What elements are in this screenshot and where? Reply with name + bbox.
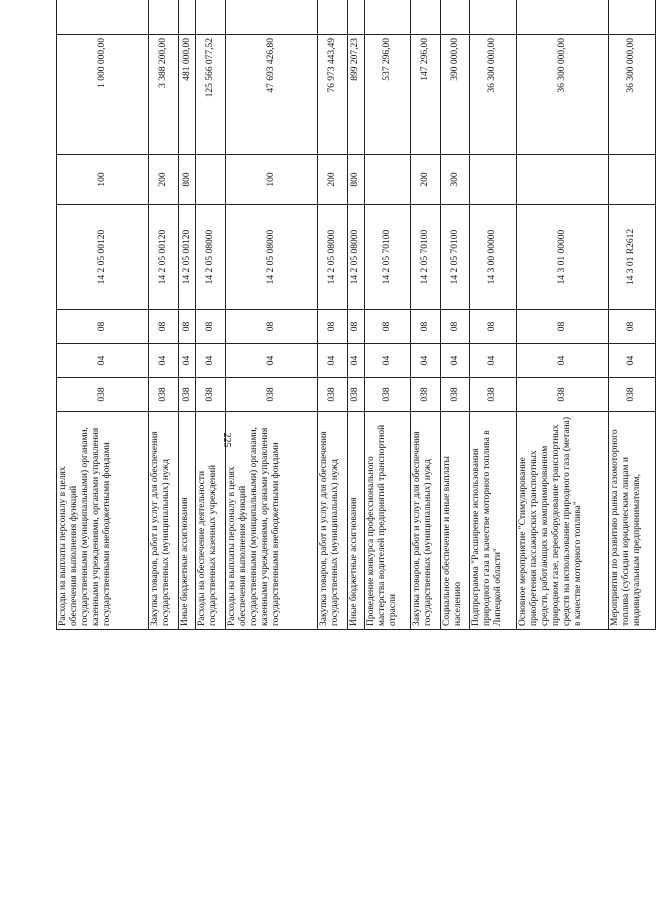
target-article: 14 2 05 00120 — [57, 205, 149, 310]
amount-year-2 — [440, 0, 470, 35]
amount-year-2 — [318, 0, 348, 35]
expense-type — [608, 155, 655, 205]
expense-type: 800 — [347, 155, 365, 205]
row-name: Основное мероприятие "Стимулирование приобретения пассажирских транспортных средств, работающих на компримированном природном газе, переоборудование транспортных средств на использование природного газа (метана) в качестве моторного топлива" — [516, 412, 608, 630]
row-name: Расходы на выплаты персоналу в целях обеспечения выполнения функций государственными (муниципальными) органами, казенными учреждениями, органами управления государственными внебюджетными фондами — [225, 412, 317, 630]
ministry-code: 038 — [440, 378, 470, 412]
target-article: 14 3 00 00000 — [470, 205, 516, 310]
row-name: Социальное обеспечение и иные выплаты населению — [440, 412, 470, 630]
subsection-code: 08 — [347, 310, 365, 344]
amount-year-2 — [411, 0, 441, 35]
table-row — [178, 0, 196, 630]
ministry-code: 038 — [608, 378, 655, 412]
ministry-code: 038 — [196, 378, 226, 412]
amount-year-1: 147 296,00 — [411, 35, 441, 155]
subsection-code: 08 — [411, 310, 441, 344]
budget-table — [56, 0, 656, 630]
amount-year-2 — [196, 0, 226, 35]
expense-type: 100 — [225, 155, 317, 205]
ministry-code: 038 — [149, 378, 179, 412]
amount-year-2 — [149, 0, 179, 35]
expense-type: 100 — [57, 155, 149, 205]
table-row — [440, 0, 470, 630]
section-code: 04 — [365, 344, 411, 378]
ministry-code: 038 — [365, 378, 411, 412]
ministry-code: 038 — [516, 378, 608, 412]
table-row — [149, 0, 179, 630]
expense-type: 200 — [149, 155, 179, 205]
table-row — [365, 0, 411, 630]
ministry-code: 038 — [57, 378, 149, 412]
expense-type: 200 — [411, 155, 441, 205]
table-row — [57, 0, 149, 630]
subsection-code: 08 — [225, 310, 317, 344]
row-name: Проведение конкурса профессионального мастерства водителей предприятий транспортной отрасли — [365, 412, 411, 630]
subsection-code: 08 — [440, 310, 470, 344]
table-row — [196, 0, 226, 630]
table-row — [318, 0, 348, 630]
row-name: Закупка товаров, работ и услуг для обеспечения государственных (муниципальных) нужд — [411, 412, 441, 630]
expense-type — [365, 155, 411, 205]
row-name: Мероприятия по развитию рынка газомоторного топлива (субсидии юридическим лицам и индивидуальным предпринимателям, — [608, 412, 655, 630]
ministry-code: 038 — [178, 378, 196, 412]
section-code: 04 — [347, 344, 365, 378]
table-row — [347, 0, 365, 630]
target-article: 14 3 01 R2612 — [608, 205, 655, 310]
table-row — [411, 0, 441, 630]
section-code: 04 — [318, 344, 348, 378]
section-code: 04 — [178, 344, 196, 378]
ministry-code: 038 — [347, 378, 365, 412]
section-code: 04 — [608, 344, 655, 378]
amount-year-1: 76 973 443,49 — [318, 35, 348, 155]
table-row — [470, 0, 516, 630]
subsection-code: 08 — [608, 310, 655, 344]
target-article: 14 2 05 00120 — [149, 205, 179, 310]
page-number: 225 — [221, 432, 232, 448]
expense-type — [516, 155, 608, 205]
amount-year-1: 47 693 426,80 — [225, 35, 317, 155]
expense-type: 300 — [440, 155, 470, 205]
amount-year-1: 899 207,23 — [347, 35, 365, 155]
row-name: Подпрограмма "Расширение использования природного газа в качестве моторного топлива в Липецкой области" — [470, 412, 516, 630]
budget-table-wrapper — [56, 0, 656, 630]
rotated-page — [56, 30, 656, 875]
row-name: Расходы на обеспечение деятельности государственных казенных учреждений — [196, 412, 226, 630]
ministry-code: 038 — [470, 378, 516, 412]
section-code: 04 — [516, 344, 608, 378]
budget-table-body — [57, 0, 656, 630]
target-article: 14 2 05 08000 — [225, 205, 317, 310]
expense-type — [196, 155, 226, 205]
amount-year-2 — [470, 0, 516, 35]
subsection-code: 08 — [318, 310, 348, 344]
target-article: 14 2 05 70100 — [365, 205, 411, 310]
section-code: 04 — [196, 344, 226, 378]
section-code: 04 — [440, 344, 470, 378]
target-article: 14 2 05 70100 — [411, 205, 441, 310]
amount-year-2 — [57, 0, 149, 35]
amount-year-2 — [347, 0, 365, 35]
amount-year-1: 1 000 000,00 — [57, 35, 149, 155]
ministry-code: 038 — [225, 378, 317, 412]
amount-year-2 — [365, 0, 411, 35]
subsection-code: 08 — [149, 310, 179, 344]
expense-type: 800 — [178, 155, 196, 205]
row-name: Закупка товаров, работ и услуг для обеспечения государственных (муниципальных) нужд — [149, 412, 179, 630]
section-code: 04 — [470, 344, 516, 378]
row-name: Иные бюджетные ассигнования — [347, 412, 365, 630]
amount-year-1: 481 000,00 — [178, 35, 196, 155]
expense-type: 200 — [318, 155, 348, 205]
target-article: 14 3 01 00000 — [516, 205, 608, 310]
section-code: 04 — [225, 344, 317, 378]
target-article: 14 2 05 08000 — [347, 205, 365, 310]
subsection-code: 08 — [196, 310, 226, 344]
section-code: 04 — [57, 344, 149, 378]
amount-year-1: 36 300 000,00 — [470, 35, 516, 155]
table-row — [516, 0, 608, 630]
ministry-code: 038 — [411, 378, 441, 412]
table-row — [608, 0, 655, 630]
row-name: Иные бюджетные ассигнования — [178, 412, 196, 630]
row-name: Закупка товаров, работ и услуг для обеспечения государственных (муниципальных) нужд — [318, 412, 348, 630]
target-article: 14 2 05 00120 — [178, 205, 196, 310]
subsection-code: 08 — [470, 310, 516, 344]
subsection-code: 08 — [57, 310, 149, 344]
target-article: 14 2 05 70100 — [440, 205, 470, 310]
target-article: 14 2 05 08000 — [196, 205, 226, 310]
amount-year-1: 390 000,00 — [440, 35, 470, 155]
row-name: Расходы на выплаты персоналу в целях обеспечения выполнения функций государственными (муниципальными) органами, казенными учреждениями, органами управления государственными внебюджетными фондами — [57, 412, 149, 630]
target-article: 14 2 05 08000 — [318, 205, 348, 310]
expense-type — [470, 155, 516, 205]
subsection-code: 08 — [365, 310, 411, 344]
ministry-code: 038 — [318, 378, 348, 412]
section-code: 04 — [149, 344, 179, 378]
amount-year-1: 36 300 000,00 — [516, 35, 608, 155]
amount-year-1: 36 300 000,00 — [608, 35, 655, 155]
subsection-code: 08 — [178, 310, 196, 344]
amount-year-2 — [516, 0, 608, 35]
amount-year-1: 537 296,00 — [365, 35, 411, 155]
table-row — [225, 0, 317, 630]
amount-year-1: 125 566 077,52 — [196, 35, 226, 155]
amount-year-2 — [608, 0, 655, 35]
section-code: 04 — [411, 344, 441, 378]
amount-year-2 — [178, 0, 196, 35]
amount-year-2 — [225, 0, 317, 35]
subsection-code: 08 — [516, 310, 608, 344]
amount-year-1: 3 388 200,00 — [149, 35, 179, 155]
